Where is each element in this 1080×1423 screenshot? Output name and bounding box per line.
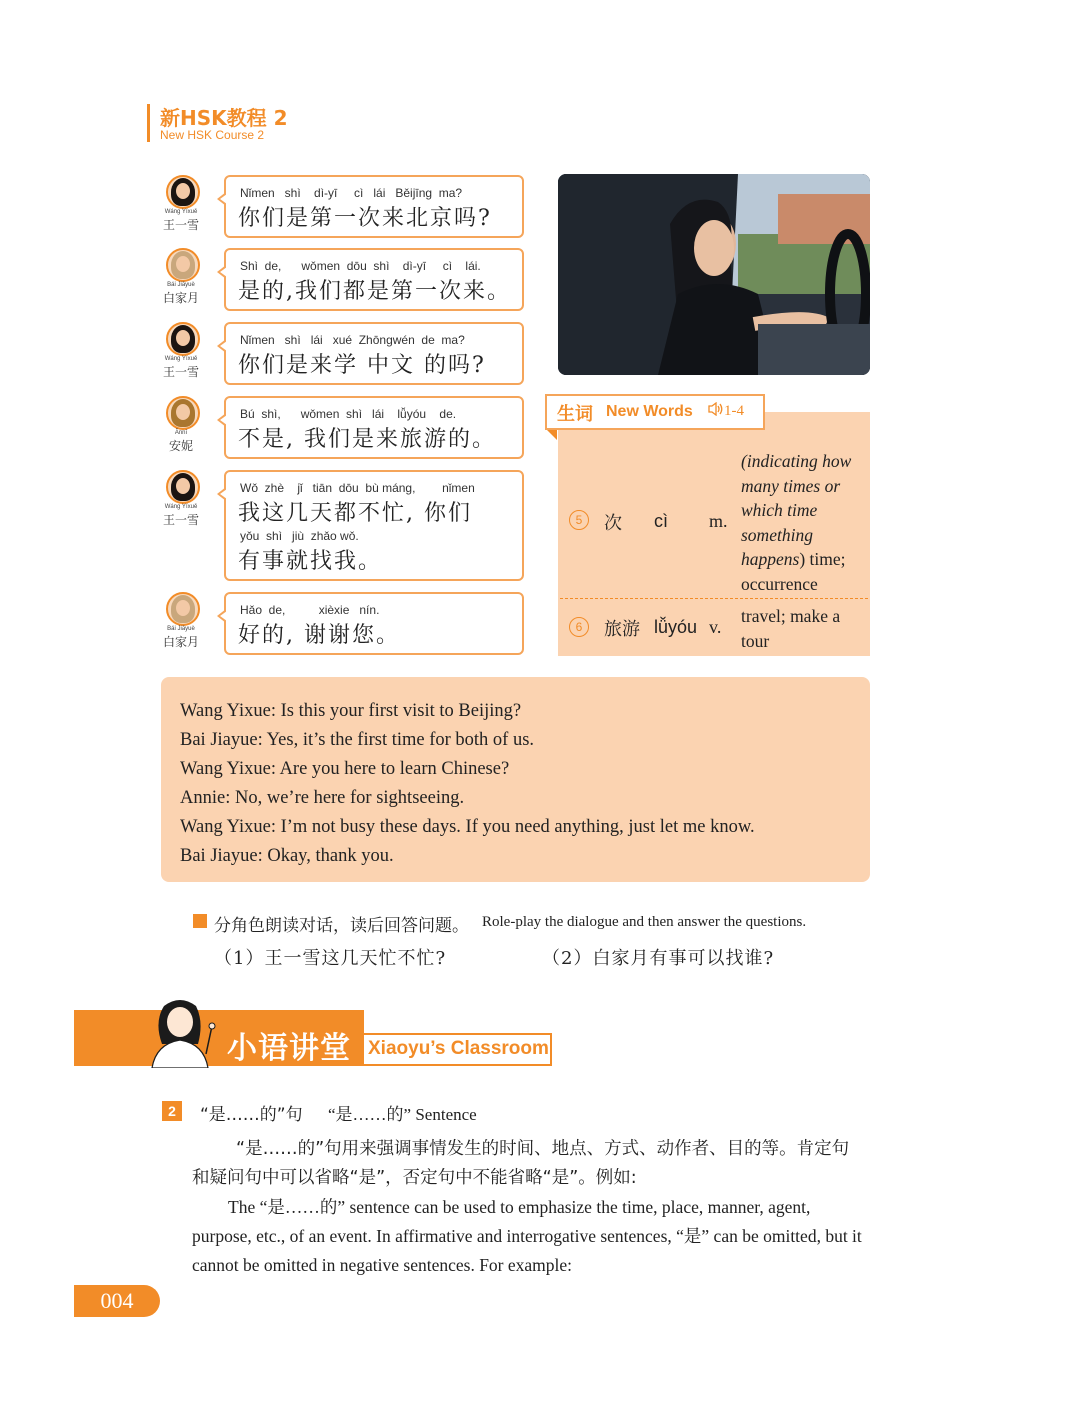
translation-line: Bai Jiayue: Yes, it’s the first time for both of us. — [180, 730, 535, 750]
driving-woman-photo — [558, 174, 870, 375]
speaker-pinyin: Wáng Yíxuě — [164, 209, 198, 215]
speaker-name: 安妮 — [168, 439, 193, 453]
translation-line: Bai Jiayue: Okay, thank you. — [180, 846, 394, 866]
pinyin-line: Nǐmen shì dì-yī cì lái Běijīng ma? — [240, 186, 463, 200]
page-number: 004 — [74, 1285, 160, 1317]
dialogue-bubble — [224, 470, 524, 581]
pinyin-line: Nǐmen shì lái xué Zhōngwén de ma? — [240, 333, 465, 347]
definition-line: (indicating how — [741, 451, 852, 471]
speaker-pinyin: Ānnī — [174, 430, 188, 436]
speaker-pinyin: Wáng Yíxuě — [164, 356, 198, 362]
grammar-title-en: “是……的” Sentence — [328, 1105, 477, 1124]
definition-line: something — [741, 524, 813, 545]
speaker-pinyin: Bái Jiāyuè — [167, 282, 195, 288]
paragraph-line: cannot be omitted in negative sentences. For example: — [192, 1255, 573, 1275]
chinese-line: 是的,我们都是第一次来。 — [238, 279, 511, 304]
question-2: （2）白家月有事可以找谁? — [542, 948, 775, 969]
audio-track[interactable] — [708, 402, 744, 420]
grammar-explanation-en — [192, 1193, 870, 1280]
paragraph-line: purpose, etc., of an event. In affirmative and interrogative sentences, “是” can be omitted, but it — [192, 1226, 862, 1246]
chinese-line: 我这几天都不忙, 你们 — [238, 501, 472, 526]
speaker-icon — [708, 402, 724, 416]
word-pos: m. — [709, 511, 728, 531]
translation-box — [161, 677, 870, 882]
word-number: 5 — [569, 510, 589, 530]
translation-line: Annie: No, we’re here for sightseeing. — [180, 788, 465, 808]
speaker-avatar — [166, 470, 200, 504]
word-definition — [741, 449, 869, 596]
dialogue-bubble — [224, 592, 524, 655]
question-1: （1）王一雪这几天忙不忙? — [214, 948, 447, 969]
xiaoyu-mascot-icon — [140, 996, 220, 1068]
speaker-name: 白家月 — [162, 635, 199, 649]
word-number: 6 — [569, 617, 589, 637]
chinese-line: 好的, 谢谢您。 — [238, 623, 400, 648]
classroom-title-cn: 小语讲堂 — [227, 1031, 351, 1066]
speaker-pinyin: Wáng Yíxuě — [164, 504, 198, 510]
header-accent-bar — [147, 104, 150, 142]
word-hanzi: 次 — [604, 513, 622, 534]
word-pos: v. — [709, 617, 722, 637]
translation-line: Wang Yixue: Is this your first visit to Beijing? — [180, 701, 522, 721]
pinyin-line: Shì de, wǒmen dōu shì dì-yī cì lái. — [240, 259, 481, 273]
new-words-divider — [560, 598, 868, 599]
speaker-avatar — [166, 322, 200, 356]
dialogue-bubble — [224, 175, 524, 238]
exercise-bullet — [193, 914, 207, 928]
definition-line: occurrence — [741, 573, 818, 594]
definition-line: which time — [741, 500, 818, 520]
definition-line: many times or — [741, 475, 841, 496]
paragraph-line: “是……的”句用来强调事情发生的时间、地点、方式、动作者、目的等。肯定句 — [236, 1139, 850, 1159]
pinyin-line: Bú shì, wǒmen shì lái lǚyóu de. — [240, 407, 457, 421]
speaker-pinyin: Bái Jiāyuè — [167, 626, 195, 632]
speaker-avatar — [166, 175, 200, 209]
exercise-instruction-cn: 分角色朗读对话，读后回答问题。 — [214, 916, 469, 936]
word-pinyin: lǚyóu — [654, 617, 698, 637]
paragraph-line: 和疑问句中可以省略“是”，否定句中不能省略“是”。例如: — [192, 1168, 637, 1188]
pinyin-line: Hǎo de, xièxie nín. — [240, 603, 380, 617]
definition-line: travel; make a — [741, 606, 841, 626]
photo-illustration — [558, 174, 870, 375]
speaker-avatar — [166, 396, 200, 430]
pinyin-line: Wǒ zhè jǐ tiān dōu bù máng, nǐmen — [240, 481, 475, 495]
new-words-title-en: New Words — [606, 403, 693, 420]
translation-line: Wang Yixue: Are you here to learn Chinese? — [180, 759, 510, 779]
paragraph-line: The “是……的” sentence can be used to emphasize the time, place, manner, agent, — [228, 1197, 811, 1217]
speaker-name: 王一雪 — [162, 513, 199, 527]
dialogue-bubble — [224, 322, 524, 385]
grammar-explanation-cn — [192, 1135, 870, 1193]
word-hanzi: 旅游 — [604, 619, 640, 640]
book-title-en: New HSK Course 2 — [160, 128, 265, 142]
definition-line: tour — [741, 630, 770, 651]
chinese-line: 你们是第一次来北京吗? — [238, 206, 492, 231]
pinyin-line: yǒu shì jiù zhǎo wǒ. — [240, 529, 359, 543]
grammar-title-cn: “是……的”句 — [200, 1105, 303, 1125]
word-pinyin: cì — [654, 511, 669, 531]
dialogue-bubble — [224, 248, 524, 311]
new-words-title-cn: 生词 — [557, 404, 593, 425]
speaker-avatar — [166, 248, 200, 282]
translation-line: Wang Yixue: I’m not busy these days. If you need anything, just let me know. — [180, 817, 755, 837]
chinese-line: 不是, 我们是来旅游的。 — [238, 427, 496, 452]
speaker-avatar — [166, 592, 200, 626]
book-title-cn: 新HSK教程 2 — [160, 106, 288, 130]
exercise-instruction-en: Role-play the dialogue and then answer the questions. — [482, 914, 807, 930]
speaker-name: 王一雪 — [162, 218, 199, 232]
chinese-line: 有事就找我。 — [238, 549, 383, 574]
definition-line-mixed: happens) time; — [741, 549, 846, 569]
speaker-name: 白家月 — [162, 291, 199, 305]
speaker-name: 王一雪 — [162, 365, 199, 379]
chinese-line: 你们是来学 中文 的吗? — [238, 353, 486, 378]
audio-track-number: 1-4 — [724, 403, 744, 419]
word-definition — [741, 604, 869, 653]
grammar-number-badge: 2 — [162, 1101, 182, 1121]
dialogue-bubble — [224, 396, 524, 459]
classroom-title-en: Xiaoyu’s Classroom — [368, 1038, 549, 1059]
